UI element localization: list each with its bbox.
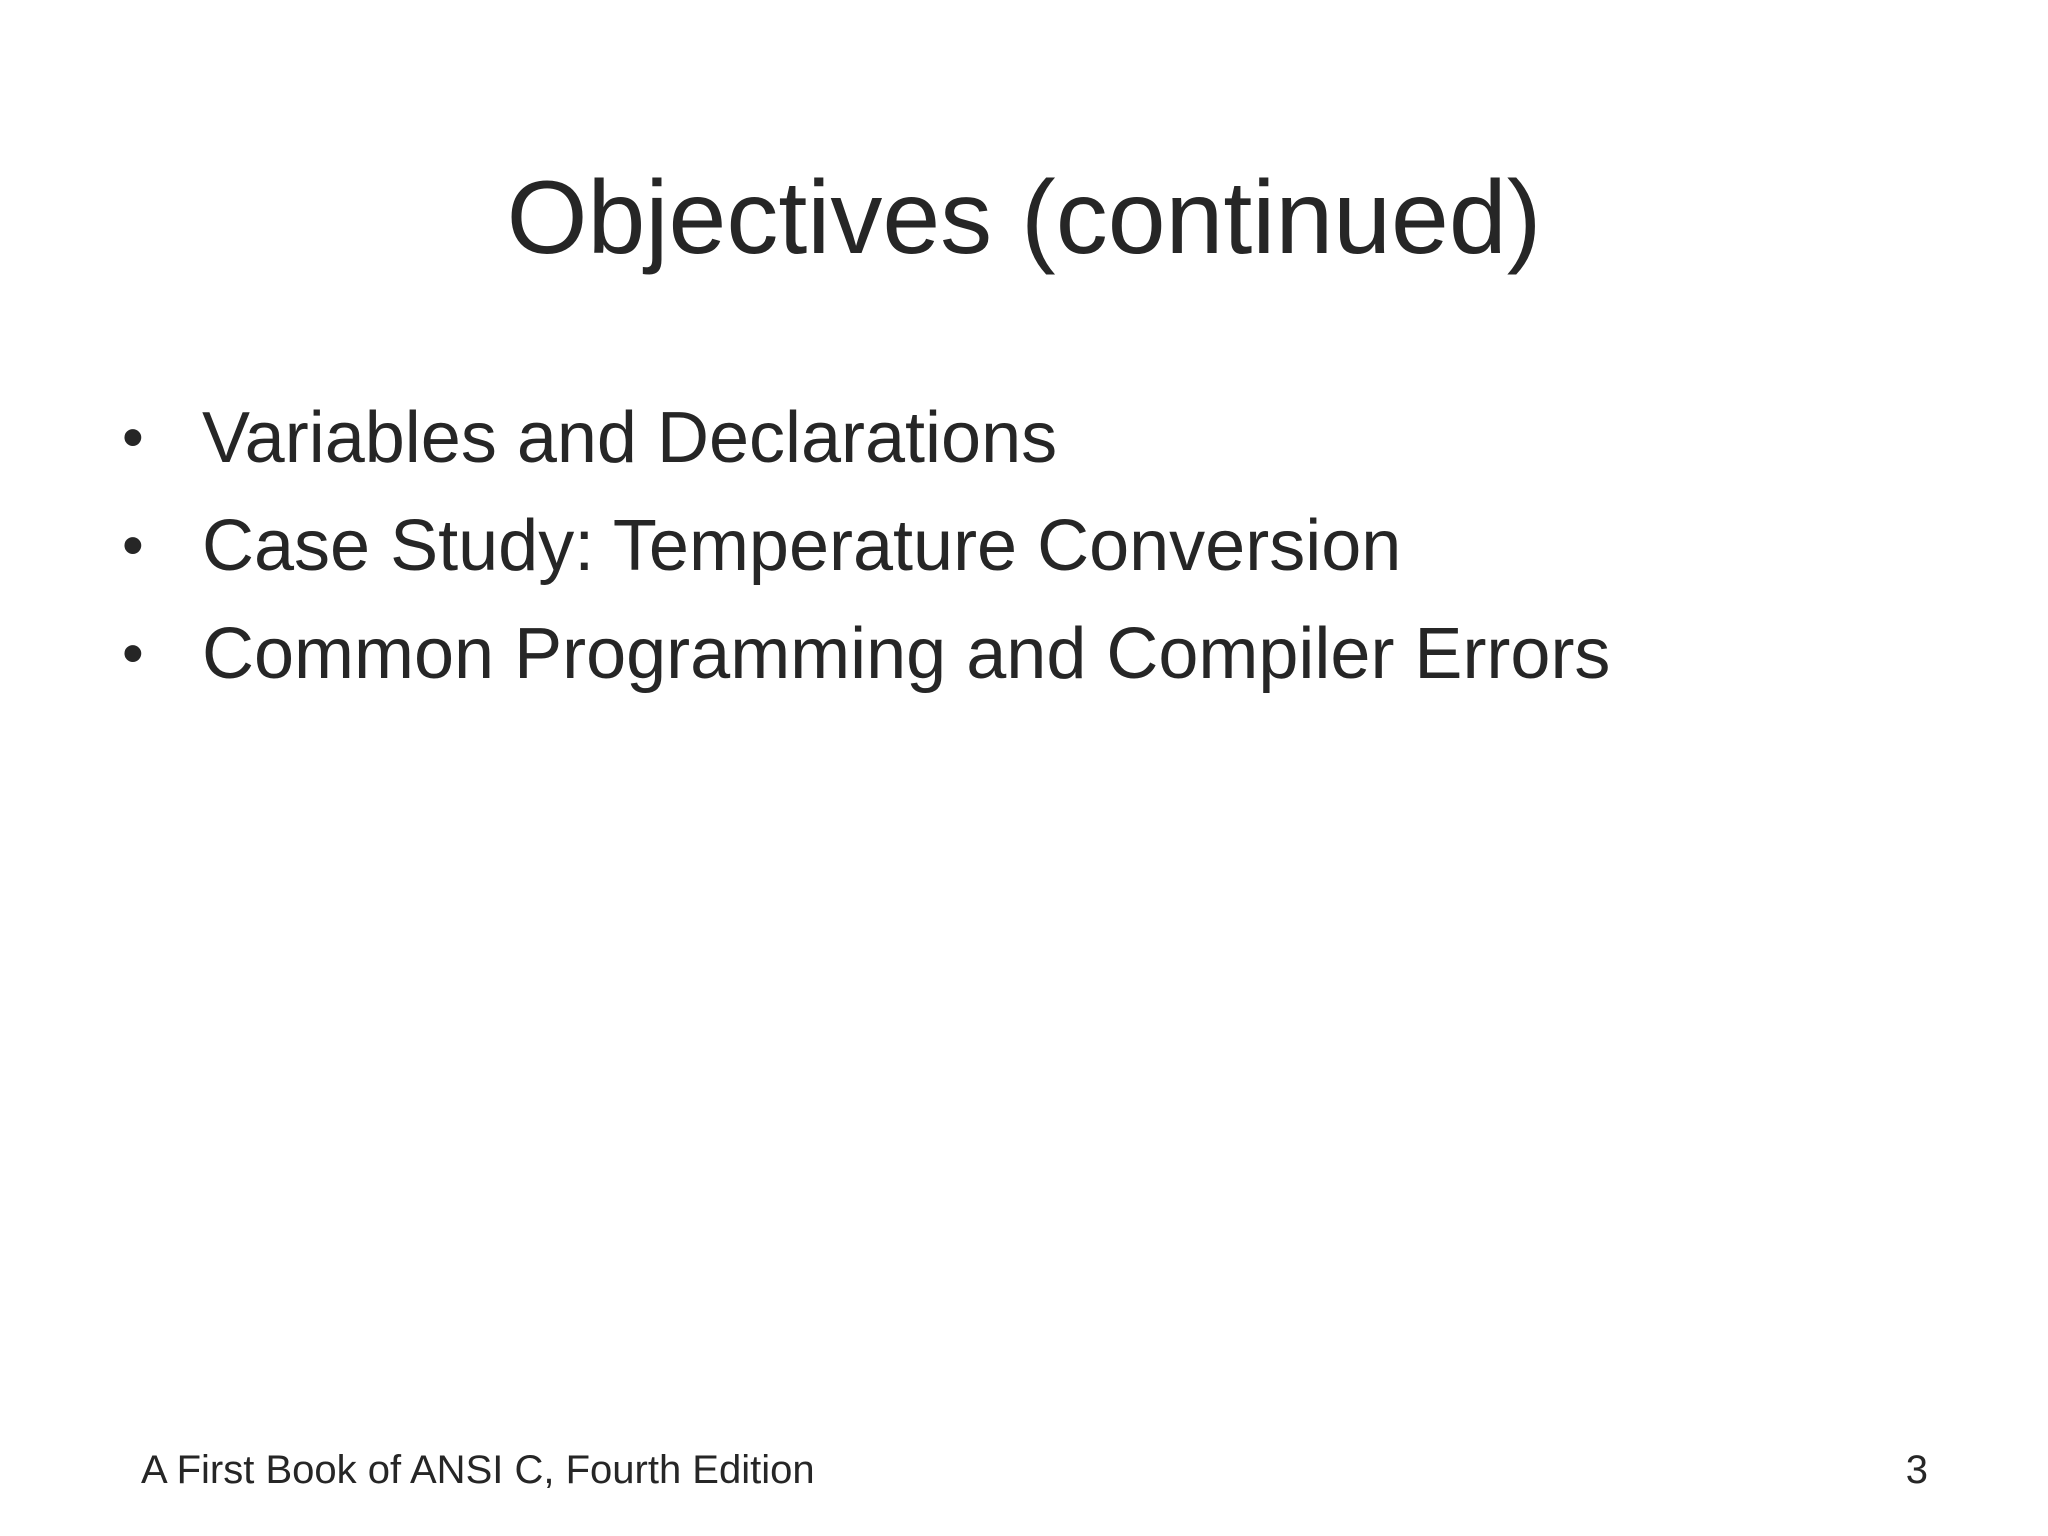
bullet-item bbox=[120, 395, 1610, 503]
bullet-text: Variables and Declarations bbox=[202, 398, 1058, 478]
bullet-item bbox=[120, 611, 1610, 719]
footer-book-title: A First Book of ANSI C, Fourth Edition bbox=[141, 1448, 815, 1492]
bullet-text: Common Programming and Compiler Errors bbox=[202, 614, 1611, 694]
bullet-icon: • bbox=[122, 511, 144, 580]
bullet-item bbox=[120, 503, 1610, 611]
bullet-icon: • bbox=[122, 403, 144, 472]
page-number: 3 bbox=[1905, 1448, 1928, 1492]
bullet-list bbox=[120, 395, 1610, 719]
bullet-icon: • bbox=[122, 619, 144, 688]
slide-title: Objectives (continued) bbox=[506, 160, 1542, 276]
bullet-text: Case Study: Temperature Conversion bbox=[202, 506, 1402, 586]
